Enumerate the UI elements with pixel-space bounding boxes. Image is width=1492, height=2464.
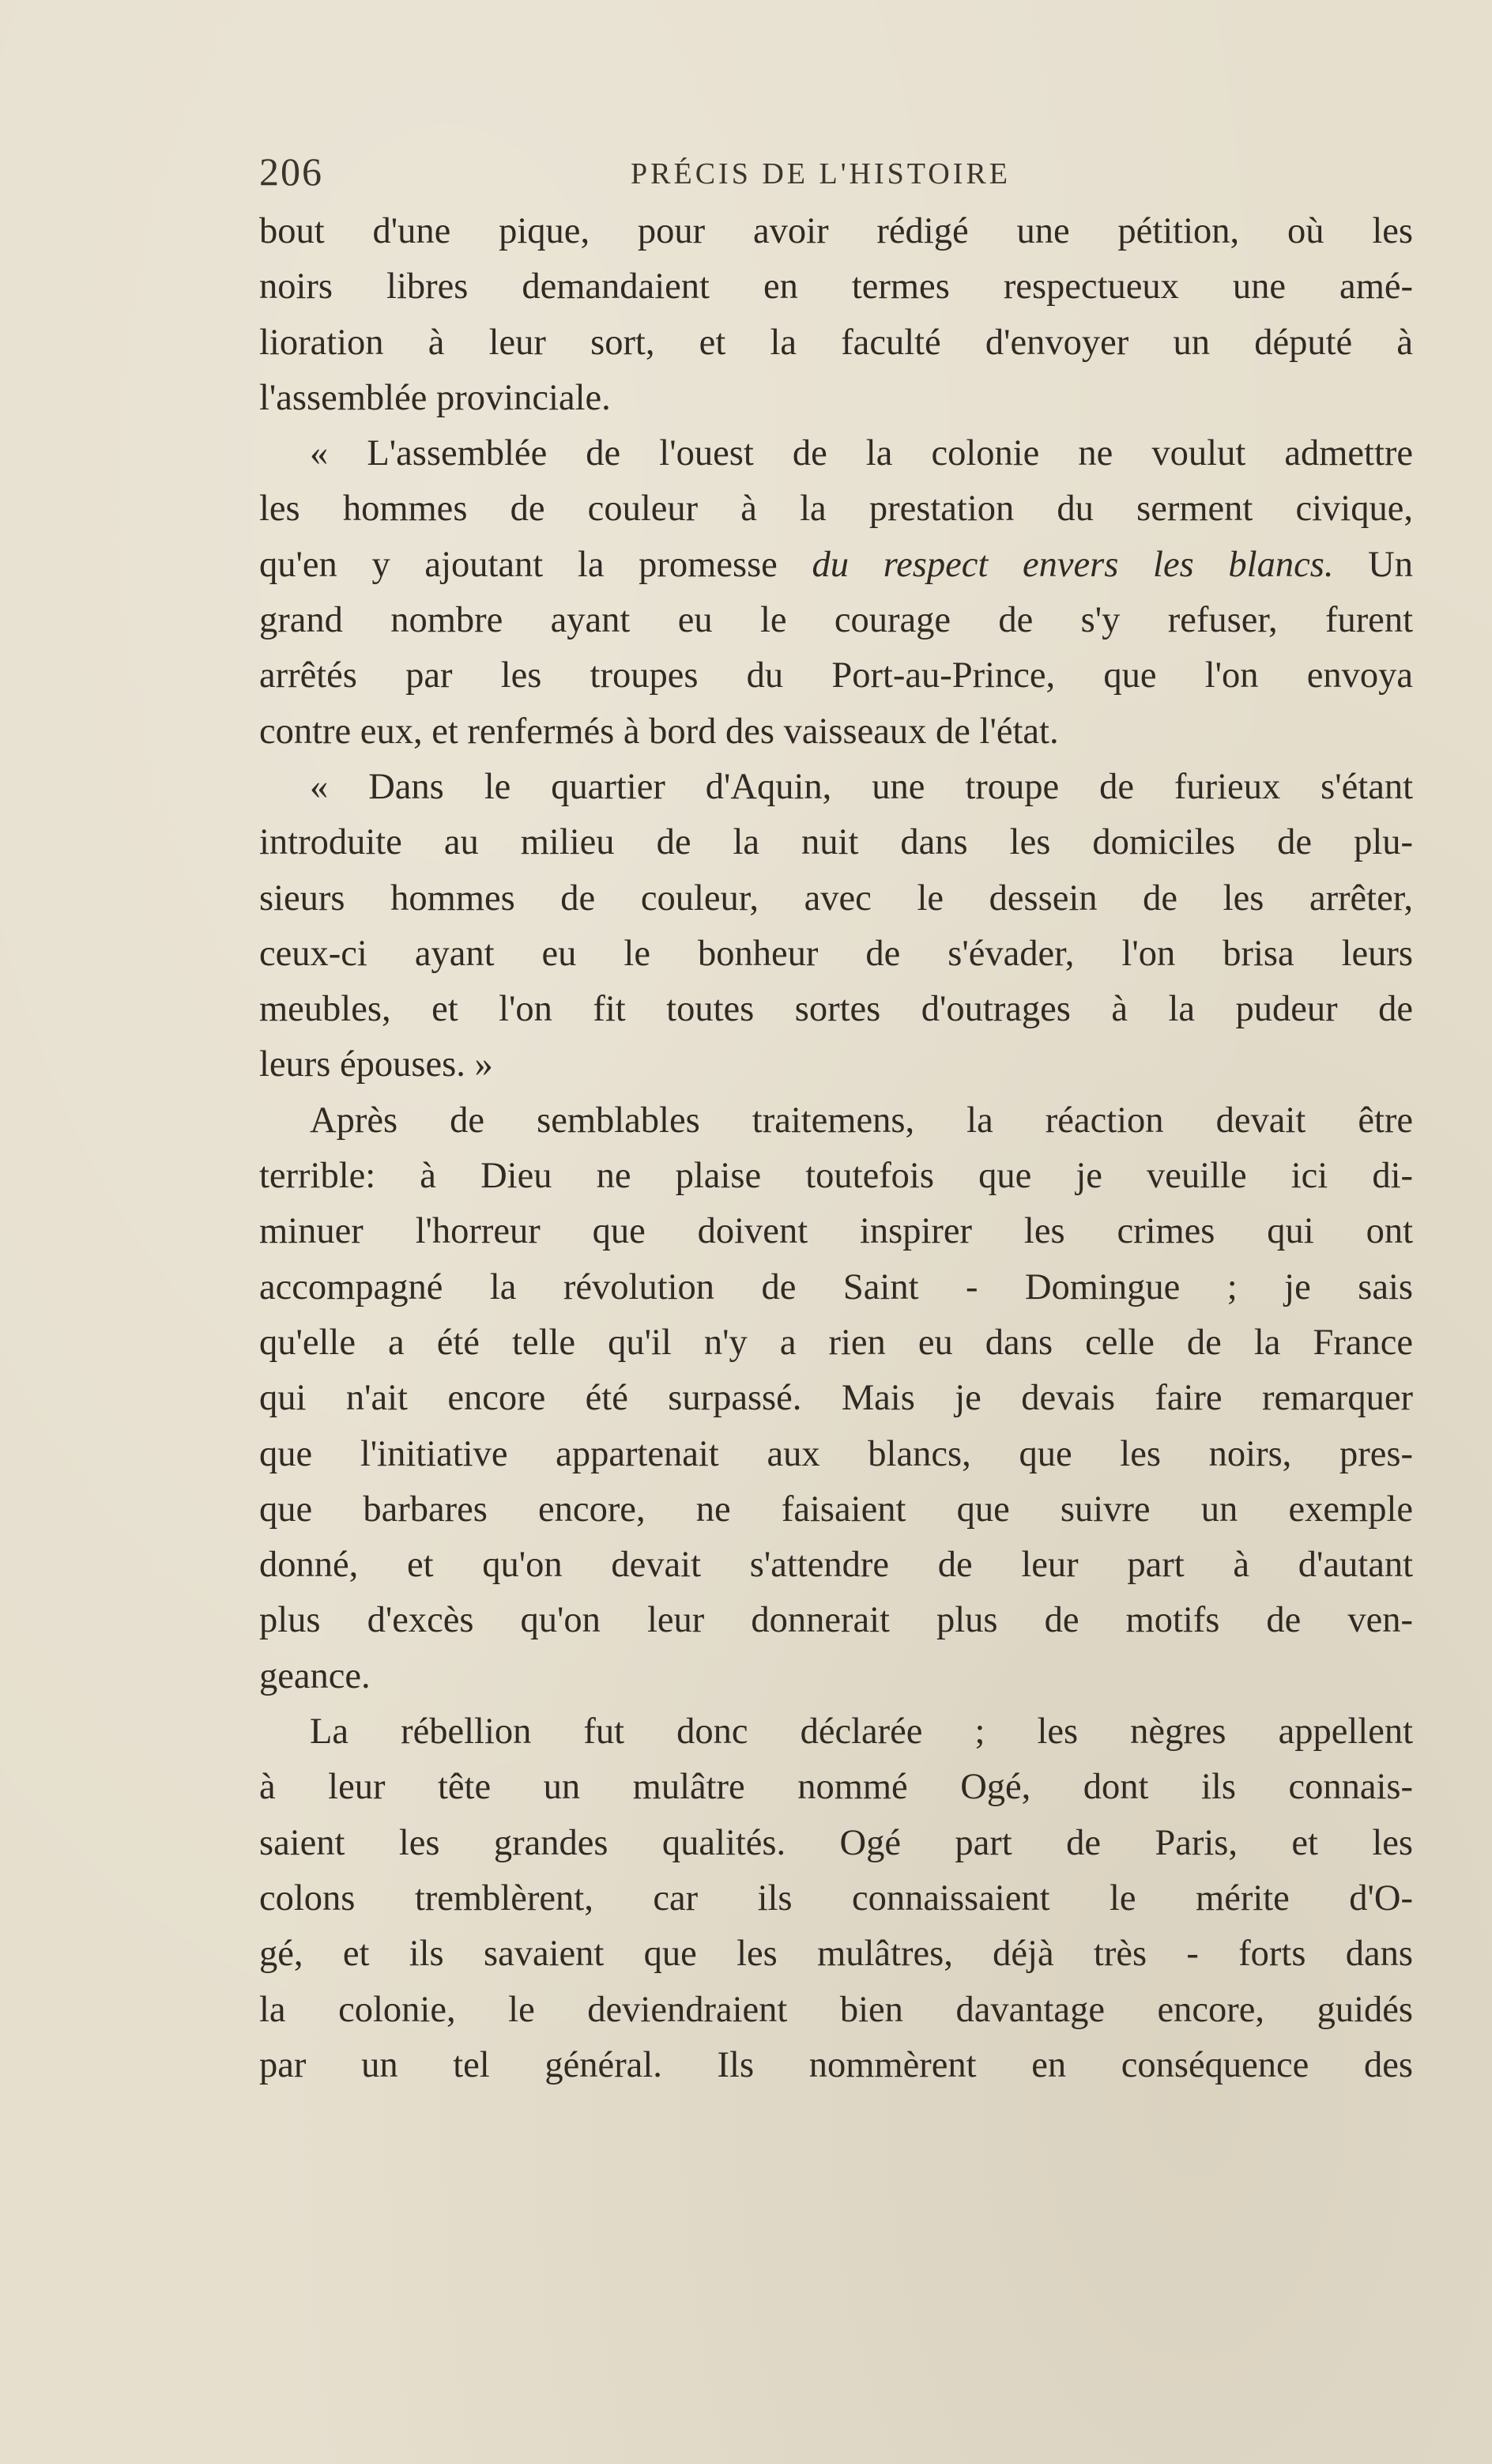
text-segment: qu'en y ajoutant la promesse: [259, 544, 778, 585]
text-line: contre eux, et renfermés à bord des vaisseaux de l'état.: [259, 711, 1059, 752]
text-line: que barbares encore, ne faisaient que suivre un exemple: [259, 1489, 1413, 1530]
text-line: noirs libres demandaient en termes respectueux une amé-: [259, 266, 1413, 308]
text-line: colons tremblèrent, car ils connaissaient le mérite d'O-: [259, 1877, 1413, 1919]
page-number: 206: [259, 149, 323, 194]
text-line: qu'elle a été telle qu'il n'y a rien eu dans celle de la France: [259, 1322, 1413, 1363]
text-segment: Un: [1368, 544, 1413, 585]
running-title: PRÉCIS DE L'HISTOIRE: [631, 157, 1011, 191]
paragraph: [259, 204, 1413, 426]
body-text: [259, 204, 1413, 2093]
text-line: meubles, et l'on fit toutes sortes d'outrages à la pudeur de: [259, 989, 1413, 1030]
text-line: La rébellion fut donc déclarée ; les nègres appellent: [310, 1711, 1413, 1753]
text-line: que l'initiative appartenait aux blancs, que les noirs, pres-: [259, 1433, 1413, 1474]
text-line: Après de semblables traitemens, la réaction devait être: [310, 1100, 1413, 1141]
paragraph: [259, 426, 1413, 760]
text-line: accompagné la révolution de Saint - Domingue ; je sais: [259, 1266, 1413, 1307]
text-line: leurs épouses. »: [259, 1044, 493, 1085]
text-line: l'assemblée provinciale.: [259, 377, 611, 418]
text-line: grand nombre ayant eu le courage de s'y refuser, furent: [259, 600, 1413, 641]
paragraph: [259, 760, 1413, 1093]
text-line: gé, et ils savaient que les mulâtres, déjà très - forts dans: [259, 1934, 1413, 1975]
text-line: à leur tête un mulâtre nommé Ogé, dont ils connais-: [259, 1767, 1413, 1808]
text-line: introduite au milieu de la nuit dans les domiciles de plu-: [259, 822, 1413, 863]
paragraph: [259, 1704, 1413, 2093]
text-line: les hommes de couleur à la prestation du serment civique,: [259, 489, 1413, 530]
text-line-mixed: [259, 538, 1413, 593]
text-line: plus d'excès qu'on leur donnerait plus de motifs de ven-: [259, 1600, 1413, 1641]
text-line: geance.: [259, 1655, 371, 1696]
text-line: sieurs hommes de couleur, avec le dessein de les arrêter,: [259, 877, 1413, 919]
text-line: arrêtés par les troupes du Port-au-Prince, que l'on envoya: [259, 655, 1413, 696]
page-header: [259, 149, 1421, 204]
text-line: « Dans le quartier d'Aquin, une troupe de furieux s'étant: [310, 766, 1413, 807]
text-line: lioration à leur sort, et la faculté d'envoyer un député à: [259, 322, 1413, 363]
text-line: qui n'ait encore été surpassé. Mais je devais faire remarquer: [259, 1378, 1413, 1419]
text-line: bout d'une pique, pour avoir rédigé une pétition, où les: [259, 211, 1413, 251]
text-line: terrible: à Dieu ne plaise toutefois que je veuille ici di-: [259, 1156, 1413, 1197]
text-line: donné, et qu'on devait s'attendre de leur part à d'autant: [259, 1545, 1413, 1586]
paragraph: [259, 1093, 1413, 1704]
text-line: saient les grandes qualités. Ogé part de Paris, et les: [259, 1822, 1413, 1863]
text-line: ceux-ci ayant eu le bonheur de s'évader, l'on brisa leurs: [259, 933, 1413, 974]
italic-phrase: du respect envers les blancs.: [812, 544, 1334, 585]
text-line: minuer l'horreur que doivent inspirer les crimes qui ont: [259, 1211, 1413, 1252]
text-line: la colonie, le deviendraient bien davantage encore, guidés: [259, 1989, 1413, 2030]
text-line: « L'assemblée de l'ouest de la colonie ne voulut admettre: [310, 433, 1413, 474]
text-line: par un tel général. Ils nommèrent en conséquence des: [259, 2044, 1413, 2085]
